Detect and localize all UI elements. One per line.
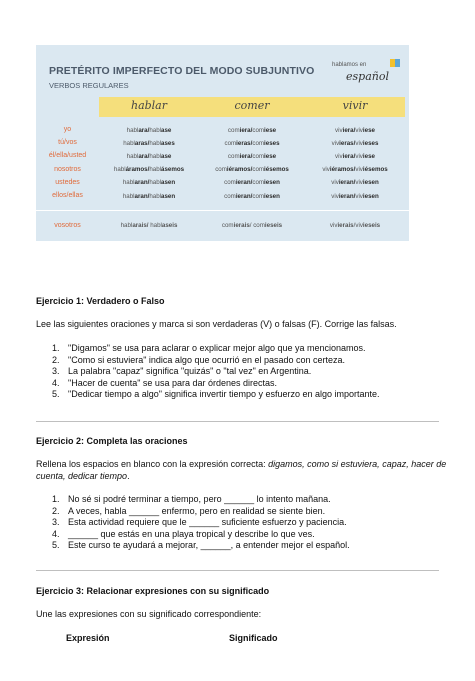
logo-text-bottom: español [346, 70, 389, 83]
pronoun-label: ellos/ellas [52, 192, 83, 199]
conjugation-cell: vivieran/viviesen [331, 179, 379, 187]
exercise-3-instruction: Une las expresiones con su significado correspondiente: [36, 609, 262, 619]
conjugation-cell: comiéramos/comiésemos [215, 166, 289, 174]
verb-header: comer [234, 99, 270, 112]
exercise-2-heading: Ejercicio 2: Completa las oraciones [36, 436, 188, 446]
verb-header: hablar [130, 99, 168, 112]
conjugation-cell: comierais/ comieseis [221, 222, 283, 229]
conjugation-cell: hablaran/hablasen [122, 192, 176, 200]
conjugation-cell: vivieran/viviesen [331, 192, 379, 200]
conjugation-subtitle: VERBOS REGULARES [49, 81, 129, 90]
list-item: 1. "Digamos" se usa para aclarar o explicar mejor algo que ya mencionamos. [52, 343, 366, 353]
conjugation-table-image [36, 45, 409, 241]
conjugation-cell: hablara/hablase [126, 126, 172, 134]
pronoun-label: yo [63, 126, 72, 133]
conjugation-cell: comiera/comiese [227, 126, 277, 134]
conjugation-cell: comieras/comieses [224, 139, 280, 147]
section-divider [36, 421, 439, 422]
exercise-2-instruction: Rellena los espacios en blanco con la expresión correcta: digamos, como si estuviera, capaz, hacer de cuenta, dedicar tiempo. [36, 459, 447, 481]
verb-header: vivir [342, 99, 368, 112]
conjugation-cell: vivieras/vivieses [331, 139, 379, 147]
conjugation-cell: habláramos/hablásemos [113, 166, 185, 174]
list-item: 5. "Dedicar tiempo a algo" significa invertir tiempo y esfuerzo en algo importante. [52, 389, 380, 399]
hablamos-en-espanol-logo [332, 57, 402, 87]
table-divider [36, 210, 409, 211]
exercise-2-list [36, 494, 350, 552]
list-item: 2. A veces, habla ______ enfermo, pero en realidad se siente bien. [52, 505, 326, 516]
column-header-expresion: Expresión [66, 633, 110, 643]
conjugation-cell: hablaras/hablases [123, 139, 175, 147]
conjugation-cell: viviera/viviese [335, 152, 375, 160]
conjugation-cell: comieran/comiesen [224, 179, 280, 187]
conjugation-cell: vivierais/vivieseis [329, 222, 381, 229]
list-item: 1. No sé si podré terminar a tiempo, pero ______ lo intento mañana. [52, 494, 331, 504]
conjugation-cell: comiera/comiese [227, 152, 277, 160]
verb-header-row [99, 97, 405, 117]
exercise-1-instruction: Lee las siguientes oraciones y marca si son verdaderas (V) o falsas (F). Corrige las falsas. [36, 319, 397, 329]
list-item: 5. Este curso te ayudará a mejorar, ______, a entender mejor el español. [52, 540, 350, 550]
conjugation-cell: viviéramos/viviésemos [322, 166, 388, 174]
list-item: 3. Esta actividad requiere que le ______ suficiente esfuerzo y paciencia. [52, 517, 347, 527]
pronoun-label: nosotros [54, 165, 81, 173]
column-header-significado: Significado [229, 633, 278, 643]
list-item: 4. ______ que estás en una playa tropical y describe lo que ves. [52, 528, 315, 539]
conjugation-title: PRETÉRITO IMPERFECTO DEL MODO SUBJUNTIVO [49, 65, 315, 77]
flag-icon [390, 59, 400, 67]
section-divider [36, 570, 439, 571]
pronoun-label: ustedes [55, 178, 80, 186]
conjugation-cell: comieran/comiesen [224, 192, 280, 200]
logo-text-top: hablamos en [332, 62, 367, 68]
pronoun-label: tú/vos [58, 139, 77, 147]
conjugation-cell: viviera/viviese [335, 126, 375, 134]
list-item: 3. La palabra "capaz" significa "quizás" o "tal vez" en Argentina. [52, 366, 312, 376]
conjugation-cell: hablaran/hablasen [122, 179, 176, 187]
conjugation-cell: hablarais/ hablaseis [120, 222, 178, 229]
conjugation-cell: hablara/hablase [126, 152, 172, 160]
exercise-1-list [36, 343, 380, 401]
list-item: 2. "Como si estuviera" indica algo que ocurrió en el pasado con certeza. [52, 354, 346, 365]
list-item: 4. "Hacer de cuenta" se usa para dar órdenes directas. [52, 377, 278, 388]
pronoun-label: él/ella/usted [48, 152, 87, 160]
exercise-1-heading: Ejercicio 1: Verdadero o Falso [36, 296, 165, 306]
exercise-3-heading: Ejercicio 3: Relacionar expresiones con su significado [36, 586, 270, 596]
pronoun-label: vosotros [54, 222, 81, 229]
